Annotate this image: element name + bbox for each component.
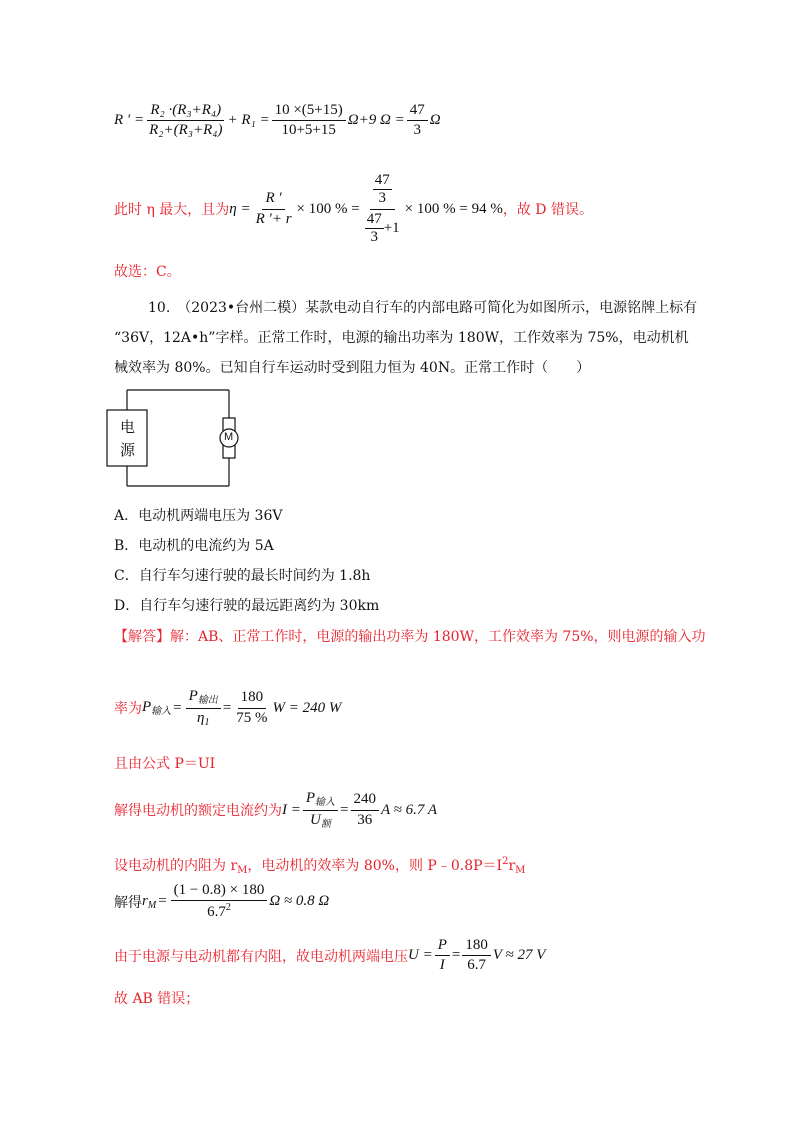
resistance-prefix: 解得 <box>114 894 142 911</box>
equation-r-prime <box>114 102 441 140</box>
input-power-line: 率为 $P_{输入}$ = $\frac{P_{输出}}{\eta_1}$ = $\frac{180}{75 \%}$ W = 240 W <box>114 688 342 728</box>
solution-text-1: 解：AB、正常工作时，电源的输出功率为 180W，工作效率为 75%，则电源的输入功 <box>170 629 706 645</box>
voltage-prefix: 由于电源与电动机都有内阻，故电动机两端电压 <box>114 948 408 965</box>
current-result: A ≈ 6.7 A <box>381 801 438 818</box>
voltage-values-fraction: $\frac{180}{6.7}$ <box>462 937 491 975</box>
eta-result: × 100 % = 94 % <box>404 200 503 217</box>
eq1-plus-r1: + R₁ = <box>227 112 270 129</box>
eq1-lhs: R ′ = <box>114 112 145 129</box>
voltage-line: 由于电源与电动机都有内阻，故电动机两端电压 U = $\frac{P}{I}$ = $\frac{180}{6.7}$ V ≈ 27 V <box>114 937 546 974</box>
question-line-1: 10. （2023•台州二模）某款电动自行车的内部电路可简化为如图所示，电源铭牌上标有 <box>148 300 698 316</box>
eta-big-fraction: 47 3 47 3 +1 <box>366 172 400 245</box>
eta-symbol: η = <box>229 200 251 217</box>
input-power-prefix: 率为 <box>114 701 142 717</box>
eq1-fraction-1: $\frac{\text{R₂ ·(R₃+R₄)}}{\text{R₂+(R₃+R₄)}}$ <box>149 102 223 139</box>
option-c: C．自行车匀速行驶的最长时间约为 1.8h <box>114 568 371 584</box>
input-power-result: W = 240 W <box>272 699 342 716</box>
question-line-3: 械效率为 80%。已知自行车运动时受到阻力恒为 40N。正常工作时（ ） <box>114 360 591 376</box>
eta-suffix: ，故 D 错误。 <box>502 202 593 218</box>
eta-fraction: $\frac{R '}{R '+ r}$ <box>255 190 292 227</box>
input-power-values-fraction: $\frac{180}{75 \%}$ <box>236 689 268 726</box>
current-prefix: 解得电动机的额定电流约为 <box>114 803 282 819</box>
option-a: A．电动机两端电压为 36V <box>114 508 283 524</box>
option-d: D．自行车匀速行驶的最远距离约为 30km <box>114 598 380 614</box>
source-label-2: 源 <box>120 441 136 459</box>
resistance-fraction: $\frac{(1 - 0.8) \times 180}{6.7^2}$ <box>171 882 268 922</box>
question-line-2: “36V，12A•h”字样。正常工作时，电源的输出功率为 180W，工作效率为 75%，电动机机 <box>114 330 689 346</box>
final-line: 故 AB 错误； <box>114 991 200 1007</box>
answer-line: 故选：C。 <box>114 264 181 280</box>
solution-line-1 <box>114 626 706 646</box>
eta-times: × 100 % = <box>296 200 360 217</box>
input-power-fraction: $\frac{P_{输出}}{\eta_1}$ <box>186 688 221 728</box>
motor-label: M <box>224 431 234 443</box>
eq1-tail: Ω+9 Ω = <box>347 112 405 129</box>
source-label-1: 电 <box>120 418 136 436</box>
current-fraction: $\frac{P_{输入}}{U_额}$ <box>303 790 338 830</box>
eq1-fraction-3: $\frac{47}{3}$ <box>407 102 428 140</box>
resistance-setup-line: 设电动机的内阻为 $r_M$，电动机的效率为 80%，则 $P﹣0.8P=I^2r_M$ <box>114 856 526 876</box>
option-b: B．电动机的电流约为 5A <box>114 538 274 554</box>
solution-tag: 【解答】 <box>114 629 170 645</box>
formula-line: 且由公式 P＝UI <box>114 756 216 772</box>
current-line: 解得电动机的额定电流约为 I = $\frac{P_{输入}}{U_额}$ = $\frac{240}{36}$ A ≈ 6.7 A <box>114 790 438 830</box>
resistance-line: 解得 $r_M$ = $\frac{(1 - 0.8) \times 180}{6.7^2}$ Ω ≈ 0.8 Ω <box>114 882 330 921</box>
voltage-fraction: $\frac{P}{I}$ <box>435 937 450 975</box>
eta-prefix: 此时 η 最大，且为 <box>114 202 230 218</box>
eq1-unit: Ω <box>429 112 441 129</box>
current-values-fraction: $\frac{240}{36}$ <box>351 791 380 829</box>
voltage-result: V ≈ 27 V <box>492 947 546 964</box>
resistance-result: Ω ≈ 0.8 Ω <box>269 893 330 910</box>
circuit-diagram <box>105 388 250 488</box>
eq1-fraction-2: $\frac{10 \times(5+15)}{10+5+15}$ <box>272 102 346 140</box>
eta-line <box>114 172 593 246</box>
